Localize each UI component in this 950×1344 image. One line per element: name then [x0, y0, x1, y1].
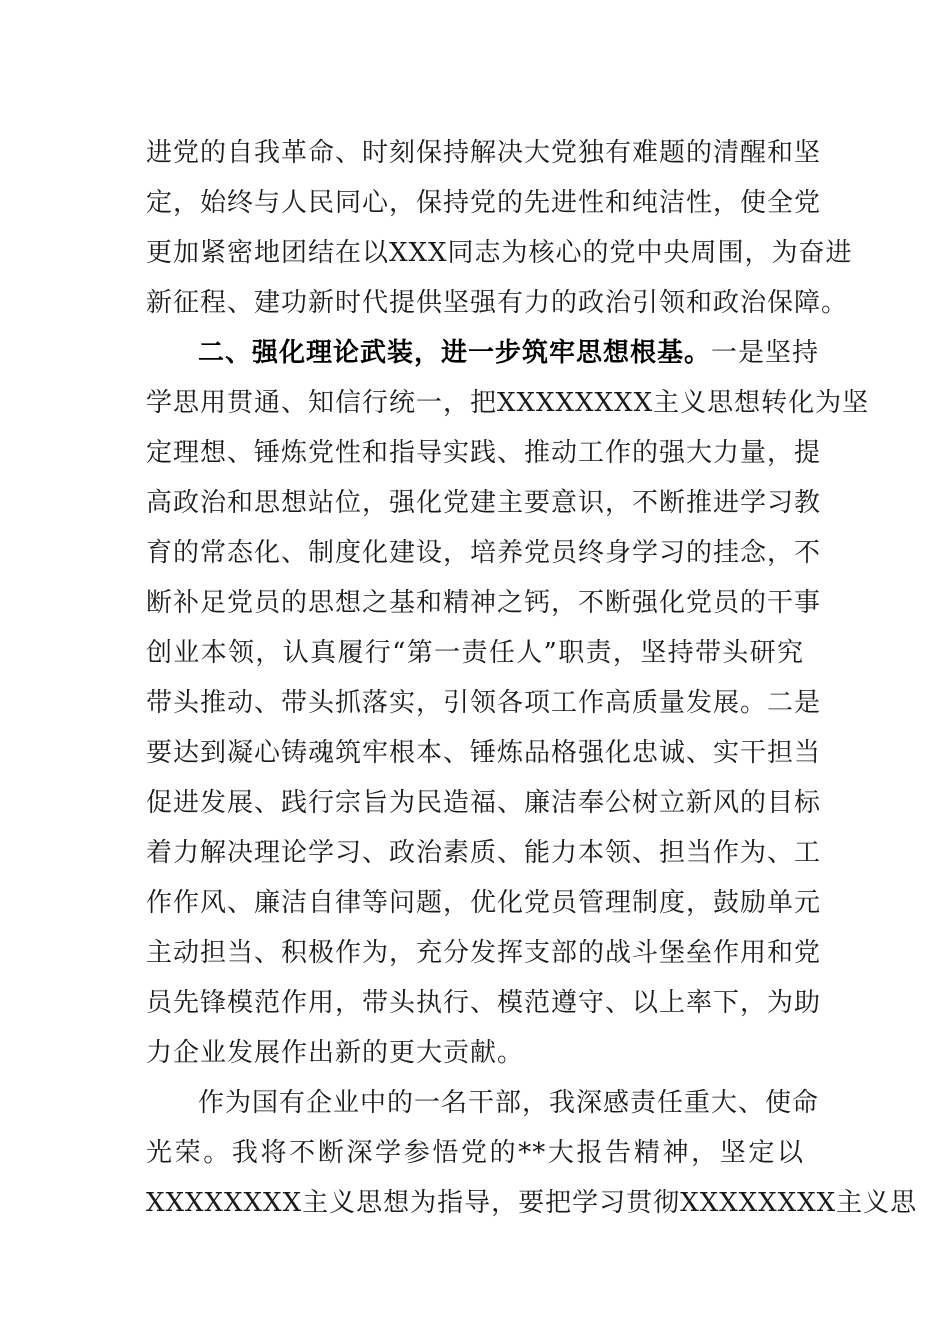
body-text-line: 带头推动、带头抓落实，引领各项工作高质量发展。二是	[146, 688, 822, 718]
body-text-line: 定，始终与人民同心，保持党的先进性和纯洁性，使全党	[146, 188, 822, 218]
section-heading: 二、强化理论武装，进一步筑牢思想根基。	[198, 338, 712, 368]
body-text-line: 学思用贯通、知信行统一，把XXXXXXXX主义思想转化为坚	[146, 388, 870, 418]
body-text-line: 员先锋模范作用，带头执行、模范遵守、以上率下，为助	[146, 988, 822, 1018]
body-text-line: 高政治和思想站位，强化党建主要意识，不断推进学习教	[146, 488, 822, 518]
body-text-line: 定理想、锤炼党性和指导实践、推动工作的强大力量，提	[146, 438, 822, 468]
body-text-line: 更加紧密地团结在以XXX同志为核心的党中央周围，为奋进	[146, 238, 853, 268]
body-text-span: 一是坚持	[711, 338, 820, 368]
body-text-line: 创业本领，认真履行“第一责任人”职责，坚持带头研究	[146, 638, 804, 668]
body-text-line: 促进发展、践行宗旨为民造福、廉洁奉公树立新风的目标	[146, 788, 822, 818]
body-text-line: 要达到凝心铸魂筑牢根本、锤炼品格强化忠诚、实干担当	[146, 738, 822, 768]
body-text-line: 新征程、建功新时代提供坚强有力的政治引领和政治保障。	[146, 288, 849, 318]
body-text-line: 着力解决理论学习、政治素质、能力本领、担当作为、工	[146, 838, 822, 868]
section-heading-line	[198, 328, 820, 378]
body-text-line: XXXXXXXX主义思想为指导，要把学习贯彻XXXXXXXX主义思	[146, 1188, 918, 1218]
body-text-line: 作作风、廉洁自律等问题，优化党员管理制度，鼓励单元	[146, 888, 822, 918]
body-text-line: 主动担当、积极作为，充分发挥支部的战斗堡垒作用和党	[146, 938, 822, 968]
body-text-line: 育的常态化、制度化建设，培养党员终身学习的挂念，不	[146, 538, 822, 568]
body-text-line: 光荣。我将不断深学参悟党的**大报告精神，坚定以	[146, 1138, 804, 1168]
body-text-line: 力企业发展作出新的更大贡献。	[146, 1038, 525, 1068]
body-text-line: 断补足党员的思想之基和精神之钙，不断强化党员的干事	[146, 588, 822, 618]
body-text-line: 进党的自我革命、时刻保持解决大党独有难题的清醒和坚	[146, 138, 822, 168]
body-text-line: 作为国有企业中的一名干部，我深感责任重大、使命	[198, 1088, 820, 1118]
